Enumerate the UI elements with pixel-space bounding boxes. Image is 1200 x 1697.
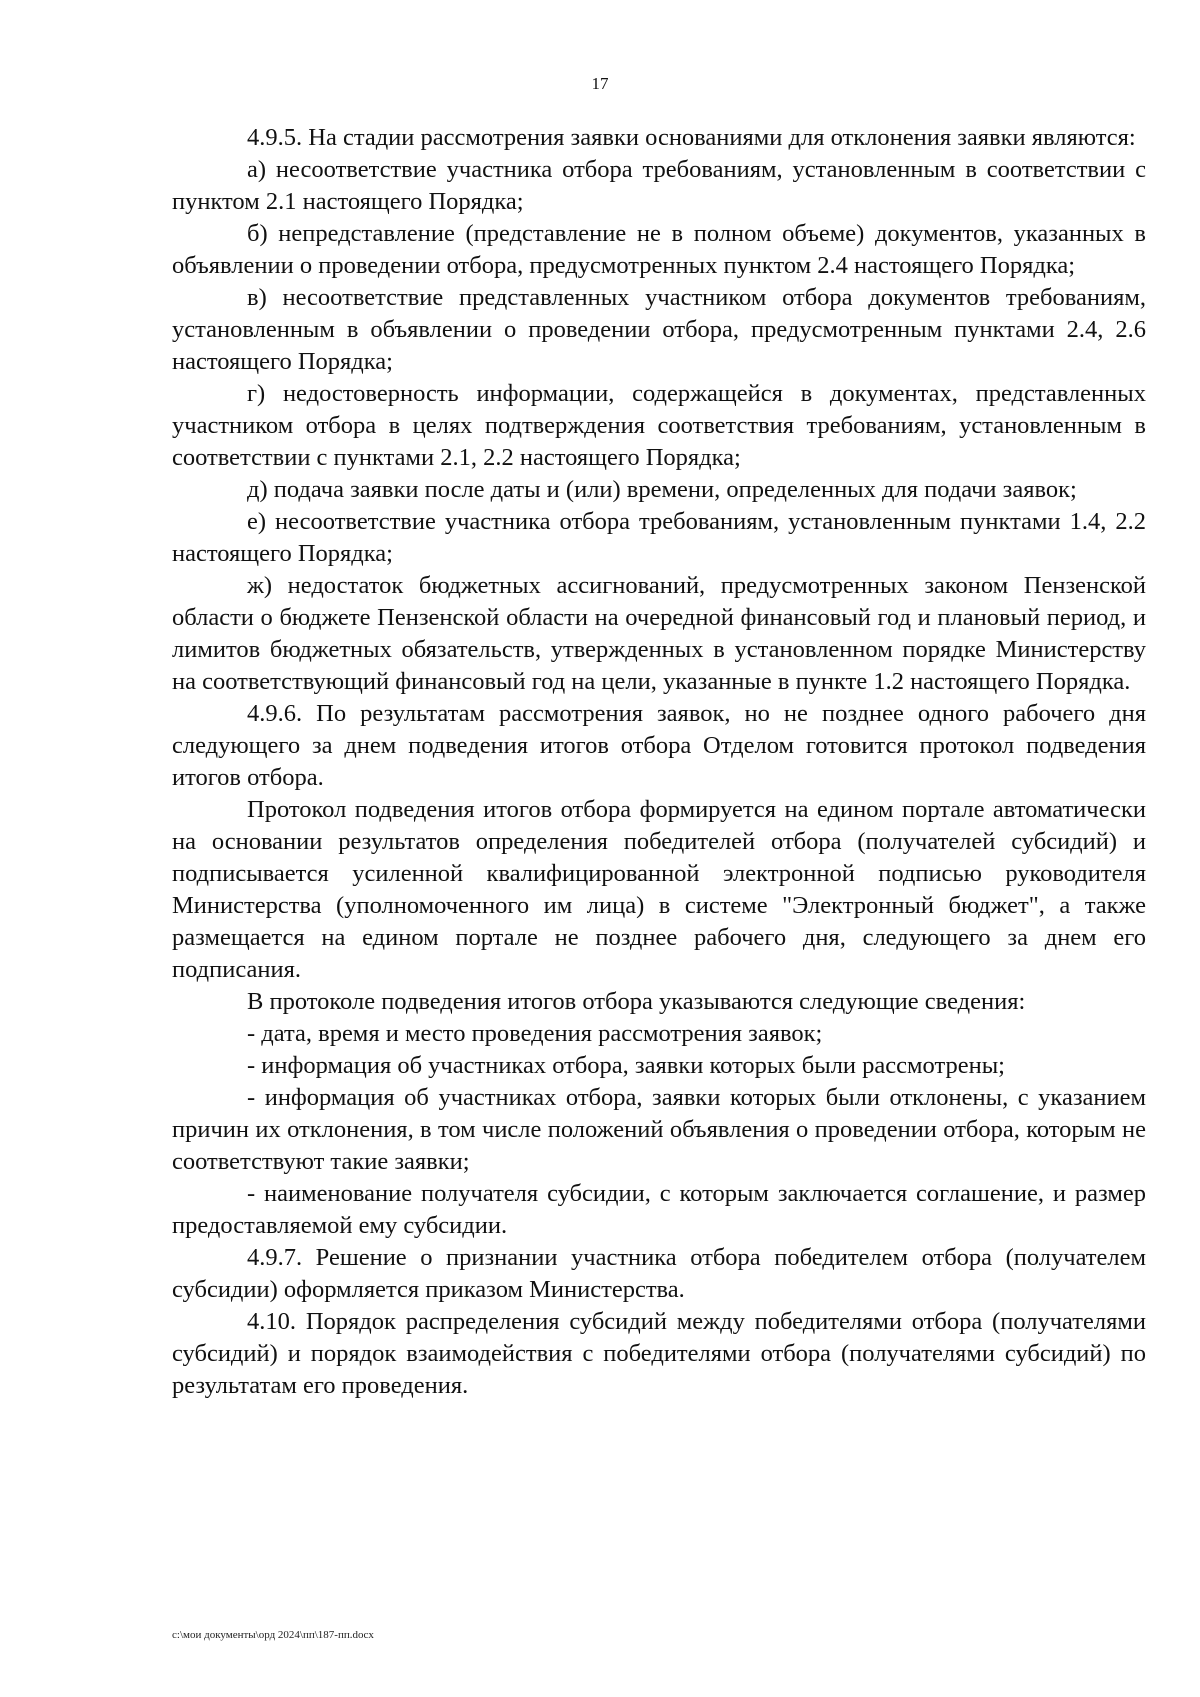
list-item-date: - дата, время и место проведения рассмотрения заявок; bbox=[247, 1020, 823, 1047]
document-body bbox=[172, 122, 1146, 1402]
paragraph-protocol: Протокол подведения итогов отбора формируется на едином портале автоматически на основании результатов определения победителей отбора (получателей субсидий) и подписывается усиленной квалифицированной электронной подписью руководителя Министерства (уполномоченного им лица) в системе "Электронный бюджет", а также размещается на едином портале не позднее рабочего дня, следующего за днем его подписания. bbox=[172, 796, 1146, 983]
list-item-reviewed: - информация об участниках отбора, заявки которых были рассмотрены; bbox=[247, 1052, 1005, 1079]
paragraph-item-a: а) несоответствие участника отбора требованиям, установленным в соответствии с пунктом 2.1 настоящего Порядка; bbox=[172, 156, 1146, 215]
paragraph-4-9-6: 4.9.6. По результатам рассмотрения заявок, но не позднее одного рабочего дня следующего за днем подведения итогов отбора Отделом готовится протокол подведения итогов отбора. bbox=[172, 700, 1146, 791]
paragraph-item-e: е) несоответствие участника отбора требованиям, установленным пунктами 1.4, 2.2 настоящего Порядка; bbox=[172, 508, 1146, 567]
paragraph-4-10: 4.10. Порядок распределения субсидий между победителями отбора (получателями субсидий) и порядок взаимодействия с победителями отбора (получателями субсидий) по результатам его проведения. bbox=[172, 1308, 1146, 1399]
paragraph-4-9-5: 4.9.5. На стадии рассмотрения заявки основаниями для отклонения заявки являются: bbox=[247, 124, 1136, 151]
paragraph-protocol-contents: В протоколе подведения итогов отбора указываются следующие сведения: bbox=[247, 988, 1026, 1015]
list-item-recipient: - наименование получателя субсидии, с которым заключается соглашение, и размер предоставляемой ему субсидии. bbox=[172, 1180, 1146, 1239]
paragraph-item-d: д) подача заявки после даты и (или) времени, определенных для подачи заявок; bbox=[247, 476, 1077, 503]
footer-file-path: c:\мои документы\орд 2024\пп\187-пп.docx bbox=[172, 1629, 374, 1641]
paragraph-item-g: г) недостоверность информации, содержащейся в документах, представленных участником отбора в целях подтверждения соответствия требованиям, установленным в соответствии с пунктами 2.1, 2.2 настоящего Порядка; bbox=[172, 380, 1146, 471]
paragraph-item-b: б) непредставление (представление не в полном объеме) документов, указанных в объявлении о проведении отбора, предусмотренных пунктом 2.4 настоящего Порядка; bbox=[172, 220, 1146, 279]
page-number: 17 bbox=[591, 74, 609, 93]
list-item-rejected: - информация об участниках отбора, заявки которых были отклонены, с указанием причин их отклонения, в том числе положений объявления о проведении отбора, которым не соответствуют такие заявки; bbox=[172, 1084, 1146, 1175]
paragraph-item-v: в) несоответствие представленных участником отбора документов требованиям, установленным в объявлении о проведении отбора, предусмотренным пунктами 2.4, 2.6 настоящего Порядка; bbox=[172, 284, 1146, 375]
paragraph-4-9-7: 4.9.7. Решение о признании участника отбора победителем отбора (получателем субсидии) оформляется приказом Министерства. bbox=[172, 1244, 1146, 1303]
paragraph-item-zh: ж) недостаток бюджетных ассигнований, предусмотренных законом Пензенской области о бюджете Пензенской области на очередной финансовый год и плановый период, и лимитов бюджетных обязательств, утвержденных в установленном порядке Министерству на соответствующий финансовый год на цели, указанные в пункте 1.2 настоящего Порядка. bbox=[172, 572, 1146, 695]
